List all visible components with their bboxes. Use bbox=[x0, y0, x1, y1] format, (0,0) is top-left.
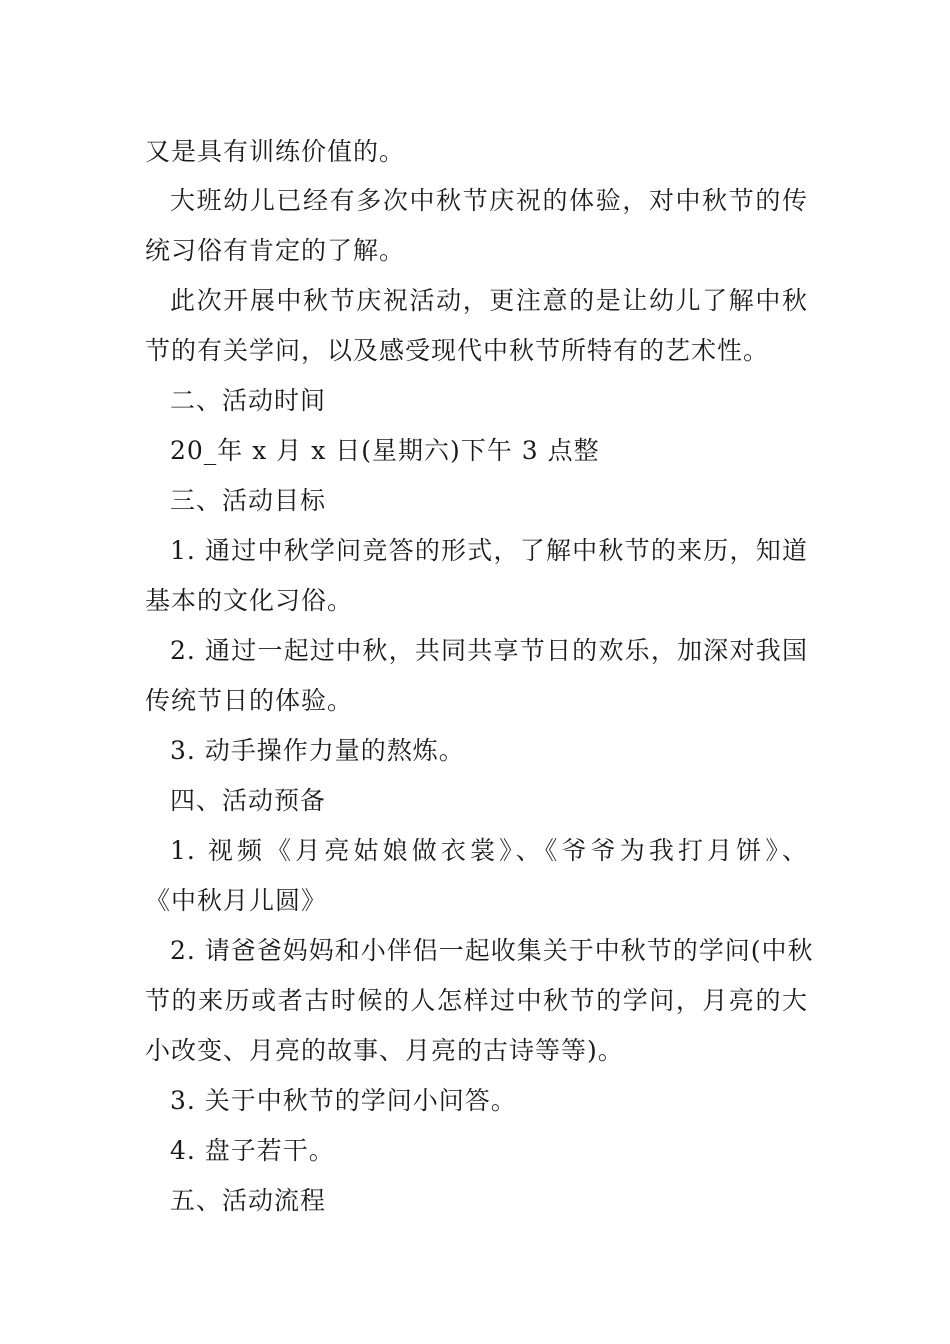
paragraph-line: 此次开展中秋节庆祝活动，更注意的是让幼儿了解中秋 bbox=[170, 286, 808, 315]
section-heading: 三、活动目标 bbox=[170, 486, 327, 515]
list-item: 小改变、月亮的故事、月亮的古诗等等)。 bbox=[145, 1036, 624, 1065]
paragraph-line: 节的有关学问，以及感受现代中秋节所特有的艺术性。 bbox=[145, 336, 770, 365]
list-item: 1. 视频《月亮姑娘做衣裳》、《爷爷为我打月饼》、 bbox=[170, 836, 808, 865]
list-item: 《中秋月儿圆》 bbox=[145, 886, 328, 915]
list-item: 传统节日的体验。 bbox=[145, 686, 354, 715]
section-heading: 二、活动时间 bbox=[170, 386, 327, 415]
paragraph-line: 统习俗有肯定的了解。 bbox=[145, 236, 406, 265]
paragraph-line: 大班幼儿已经有多次中秋节庆祝的体验，对中秋节的传 bbox=[170, 186, 808, 215]
section-heading: 五、活动流程 bbox=[170, 1186, 327, 1215]
paragraph-line: 又是具有训练价值的。 bbox=[145, 137, 406, 166]
list-item: 基本的文化习俗。 bbox=[145, 586, 354, 615]
list-item: 2. 通过一起过中秋，共同共享节日的欢乐，加深对我国 bbox=[170, 636, 808, 665]
section-heading: 四、活动预备 bbox=[170, 786, 327, 815]
paragraph-line: 20_年 x 月 x 日(星期六)下午 3 点整 bbox=[170, 436, 600, 465]
list-item: 4. 盘子若干。 bbox=[170, 1136, 335, 1165]
list-item: 3. 关于中秋节的学问小问答。 bbox=[170, 1086, 517, 1115]
list-item: 节的来历或者古时候的人怎样过中秋节的学问，月亮的大 bbox=[145, 986, 808, 1015]
list-item: 1. 通过中秋学问竞答的形式，了解中秋节的来历，知道 bbox=[170, 536, 808, 565]
list-item: 2. 请爸爸妈妈和小伴侣一起收集关于中秋节的学问(中秋 bbox=[170, 936, 814, 965]
list-item: 3. 动手操作力量的熬炼。 bbox=[170, 736, 465, 765]
